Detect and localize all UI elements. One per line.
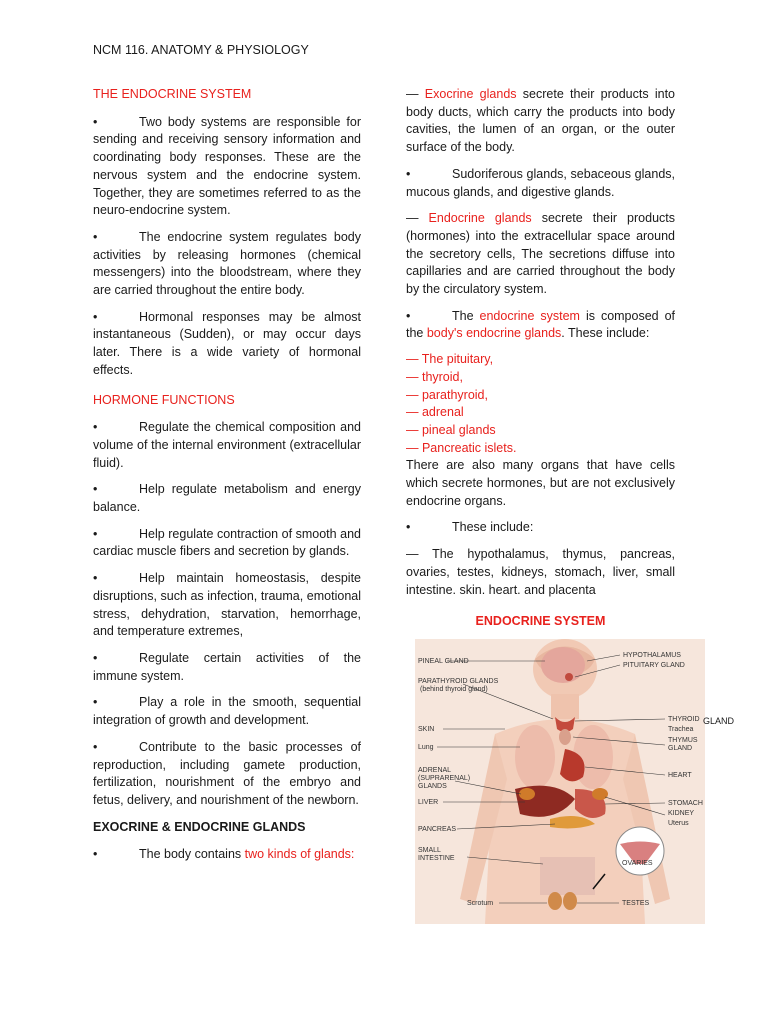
- page-header: NCM 116. ANATOMY & PHYSIOLOGY: [93, 43, 309, 57]
- label-small: SMALL: [418, 847, 441, 854]
- endocrine-system-heading: THE ENDOCRINE SYSTEM: [93, 87, 252, 101]
- label-thymus-gland: GLAND: [668, 745, 693, 752]
- left-lung: [515, 725, 555, 789]
- label-trachea: Trachea: [668, 726, 694, 733]
- testis: [548, 892, 562, 910]
- right-column: [406, 86, 675, 608]
- label-kidney: KIDNEY: [668, 810, 695, 817]
- label-stomach: STOMACH: [668, 800, 703, 807]
- label-thyroid: THYROID: [668, 716, 700, 723]
- thyroid-gland-suffix: GLAND: [703, 716, 735, 726]
- bullet-paragraph: • Regulate the chemical composition and volume of the internal environment (extracellular fluid).: [93, 420, 361, 470]
- label-heart: HEART: [668, 772, 692, 779]
- bullet-paragraph: • Help regulate metabolism and energy balance.: [93, 482, 361, 515]
- label-hypothalamus: HYPOTHALAMUS: [623, 652, 681, 659]
- gland-list: [406, 351, 675, 457]
- brain: [541, 647, 585, 683]
- bullet-paragraph: • The body contains two kinds of glands:: [93, 847, 355, 862]
- bullet-paragraph: • The endocrine system regulates body activities by releasing hormones (chemical messengers) into the bloodstream, where they are carried throughout the entire body.: [93, 229, 361, 298]
- thymus: [559, 729, 571, 745]
- glands-heading: EXOCRINE & ENDOCRINE GLANDS: [93, 819, 306, 834]
- label-scrotum: Scrotum: [467, 900, 494, 907]
- label-suprarenal: (SUPRARENAL): [418, 775, 471, 782]
- label-testes: TESTES: [622, 900, 650, 907]
- pituitary-gland: [565, 673, 573, 681]
- bullet-paragraph: • Help maintain homeostasis, despite disruptions, such as infection, trauma, emotional stress, dehydration, starvation, hemorrhage, and temperature extremes,: [93, 571, 361, 639]
- adrenal-gland: [519, 788, 535, 800]
- label-pineal: PINEAL GLAND: [418, 658, 469, 665]
- left-column: [93, 86, 361, 873]
- label-pituitary: PITUITARY GLAND: [623, 662, 685, 669]
- bullet-paragraph: • The endocrine system is composed of the body's endocrine glands. These include:: [406, 308, 676, 341]
- testis: [563, 892, 577, 910]
- label-intestine: INTESTINE: [418, 855, 455, 862]
- adrenal-gland: [592, 788, 608, 800]
- organs-paragraph: — The hypothalamus, thymus, pancreas, ovaries, testes, kidneys, stomach, liver, small intestine. skin. heart. and placenta: [406, 547, 675, 597]
- label-glands: GLANDS: [418, 783, 447, 790]
- list-item: — pineal glands: [406, 422, 496, 437]
- bullet-paragraph: • Two body systems are responsible for sending and receiving sensory information and coordinating body responses. These are the nervous system and the endocrine system. Together, they are sometimes referred to as the neuro-endocrine system.: [93, 114, 361, 218]
- bullet-paragraph: • Hormonal responses may be almost instantaneous (Sudden), or may occur days later. There is a wide variety of hormonal effects.: [93, 309, 361, 377]
- list-item: — parathyroid,: [406, 387, 488, 402]
- exocrine-paragraph: — Exocrine glands secrete their products into body ducts, which carry the products into body cavities, the lumen of an organ, or the outer surface of the body.: [406, 87, 676, 155]
- bullet-paragraph: • Sudoriferous glands, sebaceous glands, mucous glands, and digestive glands.: [406, 166, 675, 199]
- list-item: — Pancreatic islets.: [406, 440, 517, 455]
- endocrine-paragraph: — Endocrine glands secrete their products (hormones) into the extracellular space around the secretory cells, The secretions diffuse into capillaries and are carried throughout the body by the circulatory system.: [406, 211, 675, 297]
- also-paragraph: There are also many organs that have cells which secrete hormones, but are not exclusively endocrine organs.: [406, 458, 675, 508]
- label-uterus: Uterus: [668, 820, 689, 827]
- list-item: — The pituitary,: [406, 352, 494, 367]
- label-parathyroid-note: (behind thyroid gland): [420, 686, 488, 693]
- bullet-paragraph: • Play a role in the smooth, sequential integration of growth and development.: [93, 695, 361, 728]
- label-liver: LIVER: [418, 799, 439, 806]
- label-parathyroid: PARATHYROID GLANDS: [418, 678, 499, 685]
- endocrine-diagram: [415, 639, 705, 924]
- bullet-paragraph: • Regulate certain activities of the immune system.: [93, 650, 361, 683]
- label-skin: SKIN: [418, 726, 435, 733]
- figure-title: ENDOCRINE SYSTEM: [475, 614, 606, 628]
- label-lung: Lung: [418, 744, 434, 751]
- label-thymus: THYMUS: [668, 737, 698, 744]
- bullet-paragraph: • Help regulate contraction of smooth and cardiac muscle fibers and secretion by glands.: [93, 526, 361, 559]
- label-adrenal: ADRENAL: [418, 767, 452, 774]
- label-ovaries: OVARIES: [622, 860, 653, 867]
- label-pancreas: PANCREAS: [418, 826, 456, 833]
- list-item: — adrenal: [406, 405, 464, 420]
- bullet-paragraph: • These include:: [406, 520, 534, 535]
- small-intestine: [540, 857, 595, 895]
- hormone-functions-heading: HORMONE FUNCTIONS: [93, 392, 235, 407]
- list-item: — thyroid,: [406, 369, 463, 384]
- bullet-paragraph: • Contribute to the basic processes of reproduction, including gamete production, fertilization, nourishment of the embryo and fetus, delivery, and nourishment of the newborn.: [93, 739, 361, 807]
